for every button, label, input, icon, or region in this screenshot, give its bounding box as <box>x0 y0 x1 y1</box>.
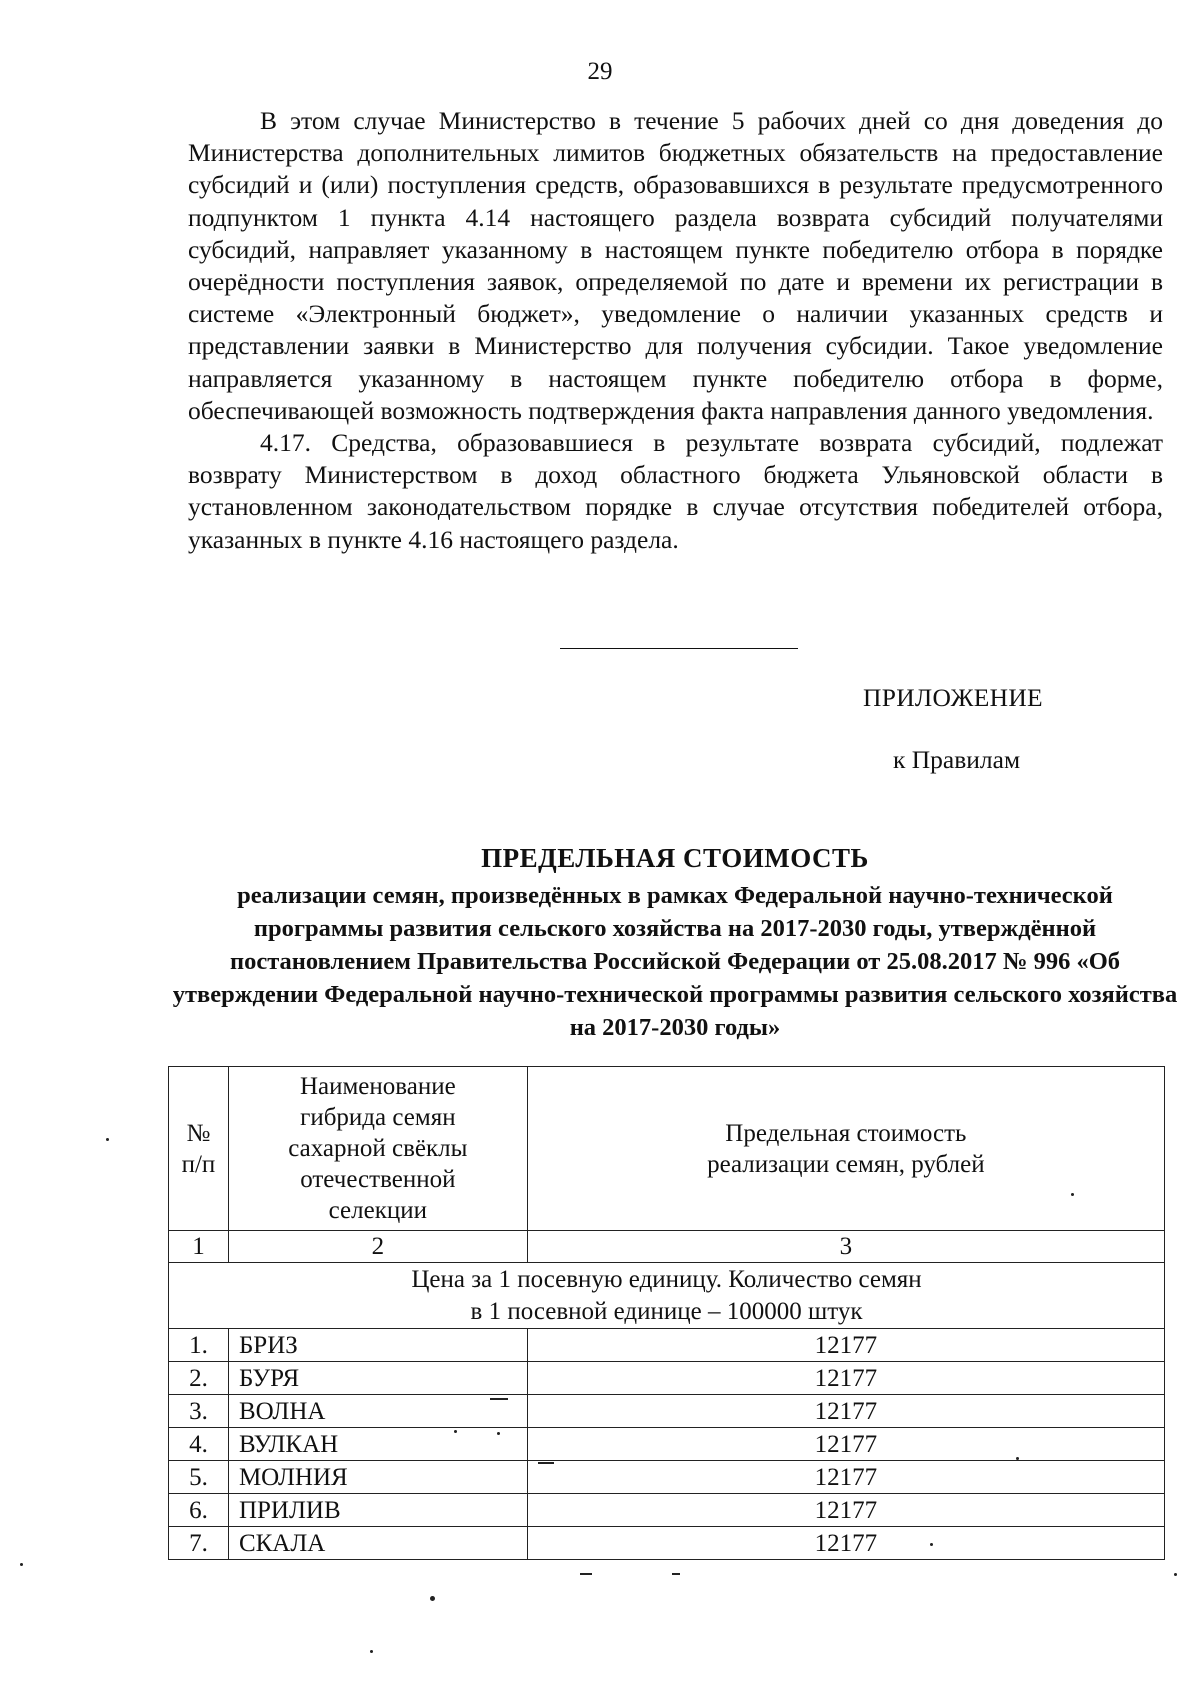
hybrid-name: ВОЛНА <box>228 1395 527 1428</box>
scan-speck <box>20 1563 23 1566</box>
table-row <box>169 1329 1165 1362</box>
scan-mark <box>490 1398 508 1400</box>
page-number: 29 <box>587 58 613 85</box>
column-number: 3 <box>527 1231 1164 1263</box>
row-number: 4. <box>169 1428 229 1461</box>
paragraph: 4.17. Средства, образовавшиеся в результате возврата субсидий, подлежат возврату Министерством в доход областного бюджета Ульяновской области в установленном законодательством порядке в случае отсутствия победителей отбора, указанных в пункте 4.16 настоящего раздела. <box>188 428 1163 554</box>
hybrid-name: БРИЗ <box>228 1329 527 1362</box>
appendix-subtitle: к Правилам <box>893 745 1021 774</box>
scan-speck <box>930 1543 933 1546</box>
price-value: 12177 <box>527 1461 1164 1494</box>
price-value: 12177 <box>527 1395 1164 1428</box>
column-number: 1 <box>169 1231 229 1263</box>
scan-speck <box>497 1432 500 1435</box>
scan-speck <box>454 1430 457 1433</box>
price-table <box>168 1066 1165 1560</box>
header-number: № п/п <box>169 1067 229 1231</box>
hybrid-name: СКАЛА <box>228 1527 527 1560</box>
price-value: 12177 <box>527 1362 1164 1395</box>
price-value: 12177 <box>527 1494 1164 1527</box>
appendix-title: ПРИЛОЖЕНИЕ <box>863 683 1043 712</box>
heading-main: ПРЕДЕЛЬНАЯ СТОИМОСТЬ <box>481 843 869 873</box>
column-numbers-row <box>169 1231 1165 1263</box>
table-row <box>169 1395 1165 1428</box>
hybrid-name: ВУЛКАН <box>228 1428 527 1461</box>
row-number: 7. <box>169 1527 229 1560</box>
price-value: 12177 <box>527 1527 1164 1560</box>
scan-speck <box>370 1650 373 1653</box>
group-caption <box>169 1263 1165 1329</box>
price-value: 12177 <box>527 1428 1164 1461</box>
document-heading <box>170 840 1180 1044</box>
table-row <box>169 1527 1165 1560</box>
scan-speck <box>1174 1573 1177 1576</box>
price-value: 12177 <box>527 1329 1164 1362</box>
row-number: 3. <box>169 1395 229 1428</box>
header-price: Предельная стоимость реализации семян, рублей <box>527 1067 1164 1231</box>
scan-mark <box>580 1573 592 1575</box>
table-row <box>169 1362 1165 1395</box>
paragraph: В этом случае Министерство в течение 5 рабочих дней со дня доведения до Министерства дополнительных лимитов бюджетных обязательств на предоставление субсидий и (или) поступления средств, образовавшихся в результате предусмотренного подпунктом 1 пункта 4.14 настоящего раздела возврата субсидий получателями субсидий, направляет указанному в настоящем пункте победителю отбора в порядке очерёдности поступления заявок, определяемой по дате и времени их регистрации в системе «Электронный бюджет», уведомление о наличии указанных средств и представлении заявки в Министерство для получения субсидии. Такое уведомление направляется указанному в настоящем пункте победителю отбора в форме, обеспечивающей возможность подтверждения факта направления данного уведомления. <box>188 106 1163 425</box>
table-row <box>169 1461 1165 1494</box>
heading-subtitle: реализации семян, произведённых в рамках Федеральной научно-технической программы развития сельского хозяйства на 2017-2030 годы, утверждённой постановлением Правительства Российской Федерации от 25.08.2017 № 996 «Об утверждении Федеральной научно-технической программы развития сельского хозяйства на 2017-2030 годы» <box>172 882 1178 1041</box>
hybrid-name: БУРЯ <box>228 1362 527 1395</box>
group-caption-line: в 1 посевной единице – 100000 штук <box>470 1297 863 1325</box>
separator-line <box>560 648 798 649</box>
table-row <box>169 1494 1165 1527</box>
scan-speck <box>1071 1193 1074 1196</box>
row-number: 6. <box>169 1494 229 1527</box>
table-header-row <box>169 1067 1165 1231</box>
scan-speck <box>106 1138 109 1141</box>
hybrid-name: МОЛНИЯ <box>228 1461 527 1494</box>
table-row <box>169 1428 1165 1461</box>
row-number: 5. <box>169 1461 229 1494</box>
group-caption-line: Цена за 1 посевную единицу. Количество семян <box>411 1265 922 1293</box>
row-number: 2. <box>169 1362 229 1395</box>
scan-mark <box>538 1462 554 1464</box>
hybrid-name: ПРИЛИВ <box>228 1494 527 1527</box>
header-hybrid-name: Наименование гибрида семян сахарной свёклы отечественной селекции <box>228 1067 527 1231</box>
scan-speck <box>1016 1457 1019 1460</box>
body-text <box>188 105 1163 556</box>
row-number: 1. <box>169 1329 229 1362</box>
column-number: 2 <box>228 1231 527 1263</box>
scan-mark <box>672 1573 680 1575</box>
scan-speck <box>430 1596 435 1601</box>
group-row <box>169 1263 1165 1329</box>
